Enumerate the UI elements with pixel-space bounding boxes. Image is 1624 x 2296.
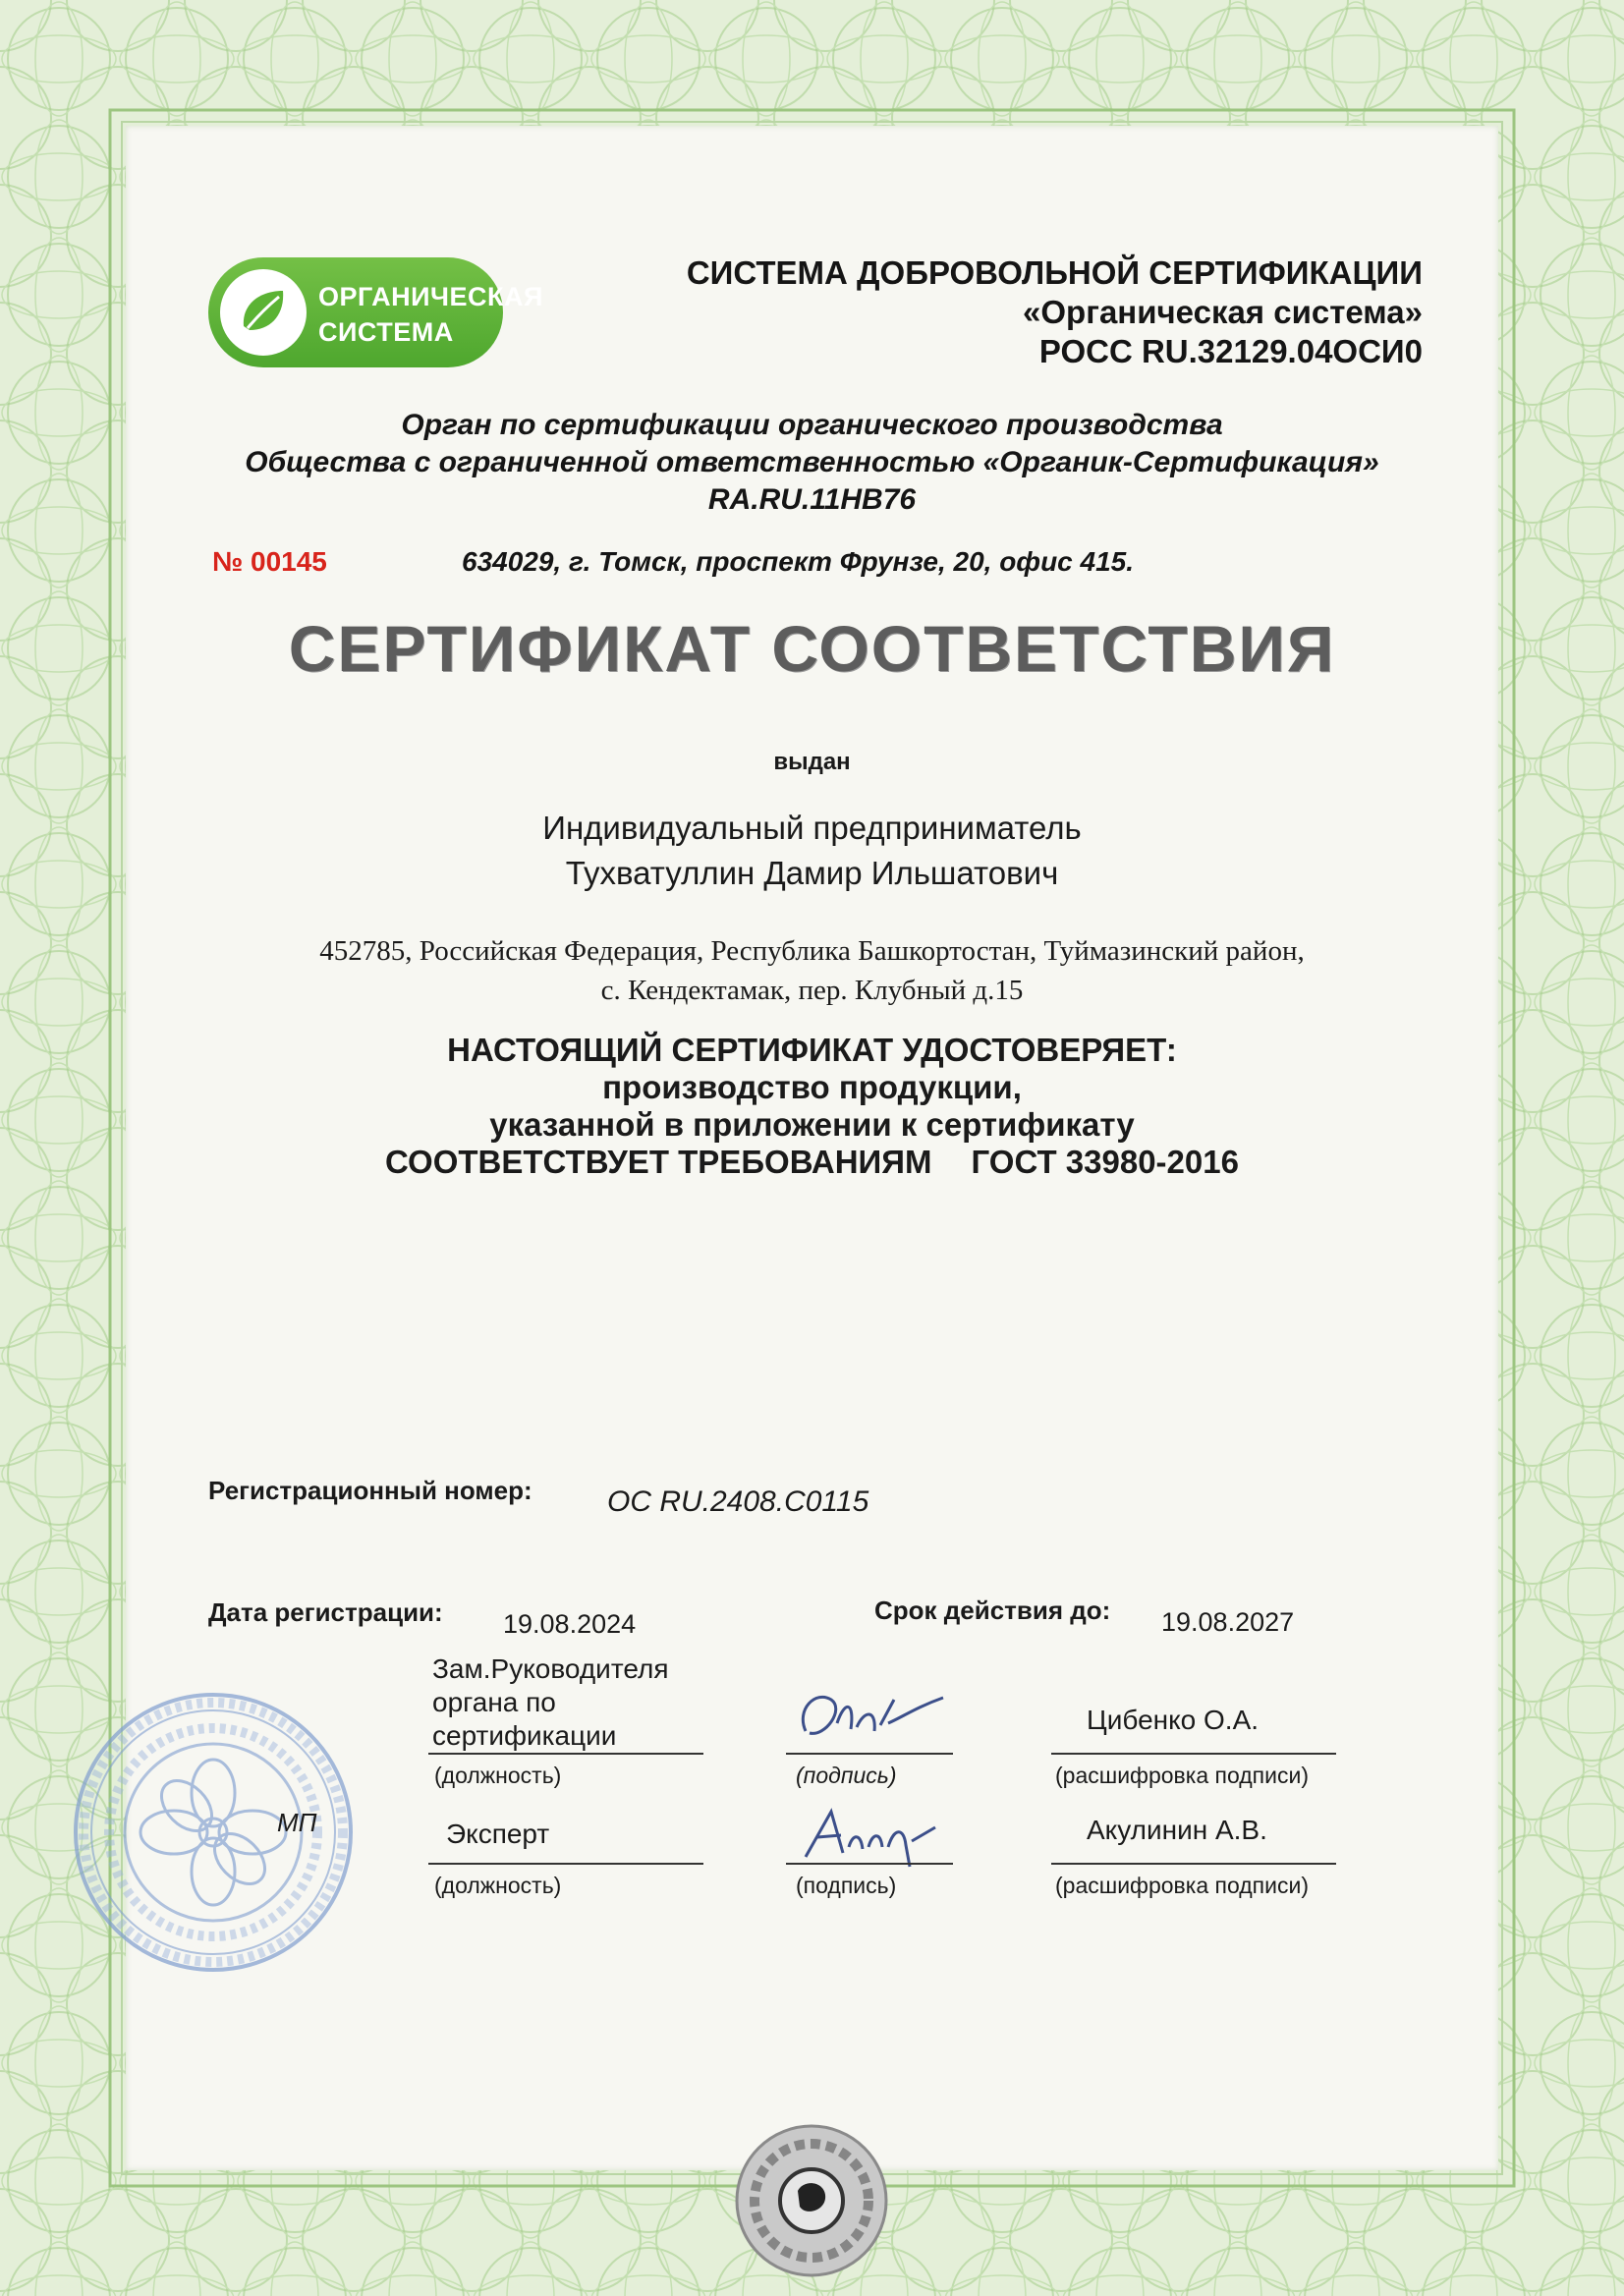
signer1-position-line1: Зам.Руководителя [432, 1653, 669, 1684]
statement-line4 [126, 1144, 1498, 1181]
body-address: 634029, г. Томск, проспект Фрунзе, 20, офис 415. [462, 546, 1135, 577]
certification-body [126, 407, 1498, 519]
signature2-line [786, 1863, 953, 1865]
logo-text-line1: ОРГАНИЧЕСКАЯ [318, 282, 543, 311]
statement-requirements: СООТВЕТСТВУЕТ ТРЕБОВАНИЯМ [385, 1144, 932, 1180]
signer2-position-line [428, 1863, 703, 1865]
signature1-line [786, 1753, 953, 1755]
signer2-position-caption: (должность) [434, 1873, 562, 1898]
holder-line1: Индивидуальный предприниматель [542, 810, 1082, 846]
registration-number-label: Регистрационный номер: [208, 1476, 532, 1505]
certification-system-title [687, 253, 1423, 371]
signature2-caption: (подпись) [796, 1873, 897, 1898]
body-line2: Общества с ограниченной ответственностью «Органик-Сертификация» [245, 446, 1379, 478]
signer1-position-line [428, 1753, 703, 1755]
signature1-caption: (подпись) [796, 1763, 897, 1788]
signer2-position: Эксперт [446, 1819, 550, 1849]
organic-system-logo [208, 257, 543, 367]
certificate-number: № 00145 [212, 546, 327, 577]
leaf-in-circle-icon [220, 269, 307, 356]
certificate-statement [126, 1032, 1498, 1181]
signature2-handwritten [792, 1798, 949, 1876]
valid-until-label: Срок действия до: [874, 1596, 1111, 1625]
registration-date-label: Дата регистрации: [208, 1597, 443, 1627]
signer1-position [432, 1652, 668, 1753]
holder-name [126, 806, 1498, 896]
signer2-name: Акулинин А.В. [1087, 1815, 1267, 1845]
statement-line3: указанной в приложении к сертификату [489, 1106, 1135, 1143]
signer1-position-line2: органа по [432, 1687, 556, 1717]
signer1-position-line3: сертификации [432, 1720, 617, 1751]
valid-until-value: 19.08.2027 [1161, 1607, 1295, 1637]
certificate-title: СЕРТИФИКАТ СООТВЕТСТВИЯ [288, 612, 1336, 685]
logo-text-line2: СИСТЕМА [318, 317, 454, 347]
statement-line2: производство продукции, [602, 1069, 1022, 1105]
system-line3: РОСС RU.32129.04ОСИ0 [1038, 333, 1423, 369]
body-line1: Орган по сертификации органического производства [401, 409, 1223, 441]
signer2-decode-caption: (расшифровка подписи) [1055, 1873, 1309, 1898]
signer1-name: Цибенко О.А. [1087, 1705, 1260, 1735]
holder-address [126, 931, 1498, 1010]
signer1-name-line [1051, 1753, 1336, 1755]
issued-label: выдан [773, 749, 851, 775]
signer1-position-caption: (должность) [434, 1763, 562, 1788]
hologram-sticker [733, 2122, 890, 2279]
seal-place-mark: МП [277, 1808, 317, 1837]
signature1-handwritten [786, 1680, 963, 1759]
statement-line1: НАСТОЯЩИЙ СЕРТИФИКАТ УДОСТОВЕРЯЕТ: [447, 1032, 1177, 1068]
body-line3: RA.RU.11НВ76 [707, 483, 917, 516]
signer2-name-line [1051, 1863, 1336, 1865]
holder-line2: Тухватуллин Дамир Ильшатович [565, 855, 1059, 891]
registration-date-value: 19.08.2024 [503, 1609, 637, 1639]
holder-address-line1: 452785, Российская Федерация, Республика Башкортостан, Туймазинский район, [319, 935, 1305, 967]
logo-text [318, 279, 543, 350]
standard-code: ГОСТ 33980-2016 [971, 1144, 1239, 1180]
system-line2: «Органическая система» [1023, 294, 1423, 330]
signer1-decode-caption: (расшифровка подписи) [1055, 1763, 1309, 1788]
holder-address-line2: с. Кендектамак, пер. Клубный д.15 [600, 975, 1024, 1006]
system-line1: СИСТЕМА ДОБРОВОЛЬНОЙ СЕРТИФИКАЦИИ [686, 254, 1423, 291]
registration-number-value: ОС RU.2408.С0115 [607, 1485, 869, 1518]
